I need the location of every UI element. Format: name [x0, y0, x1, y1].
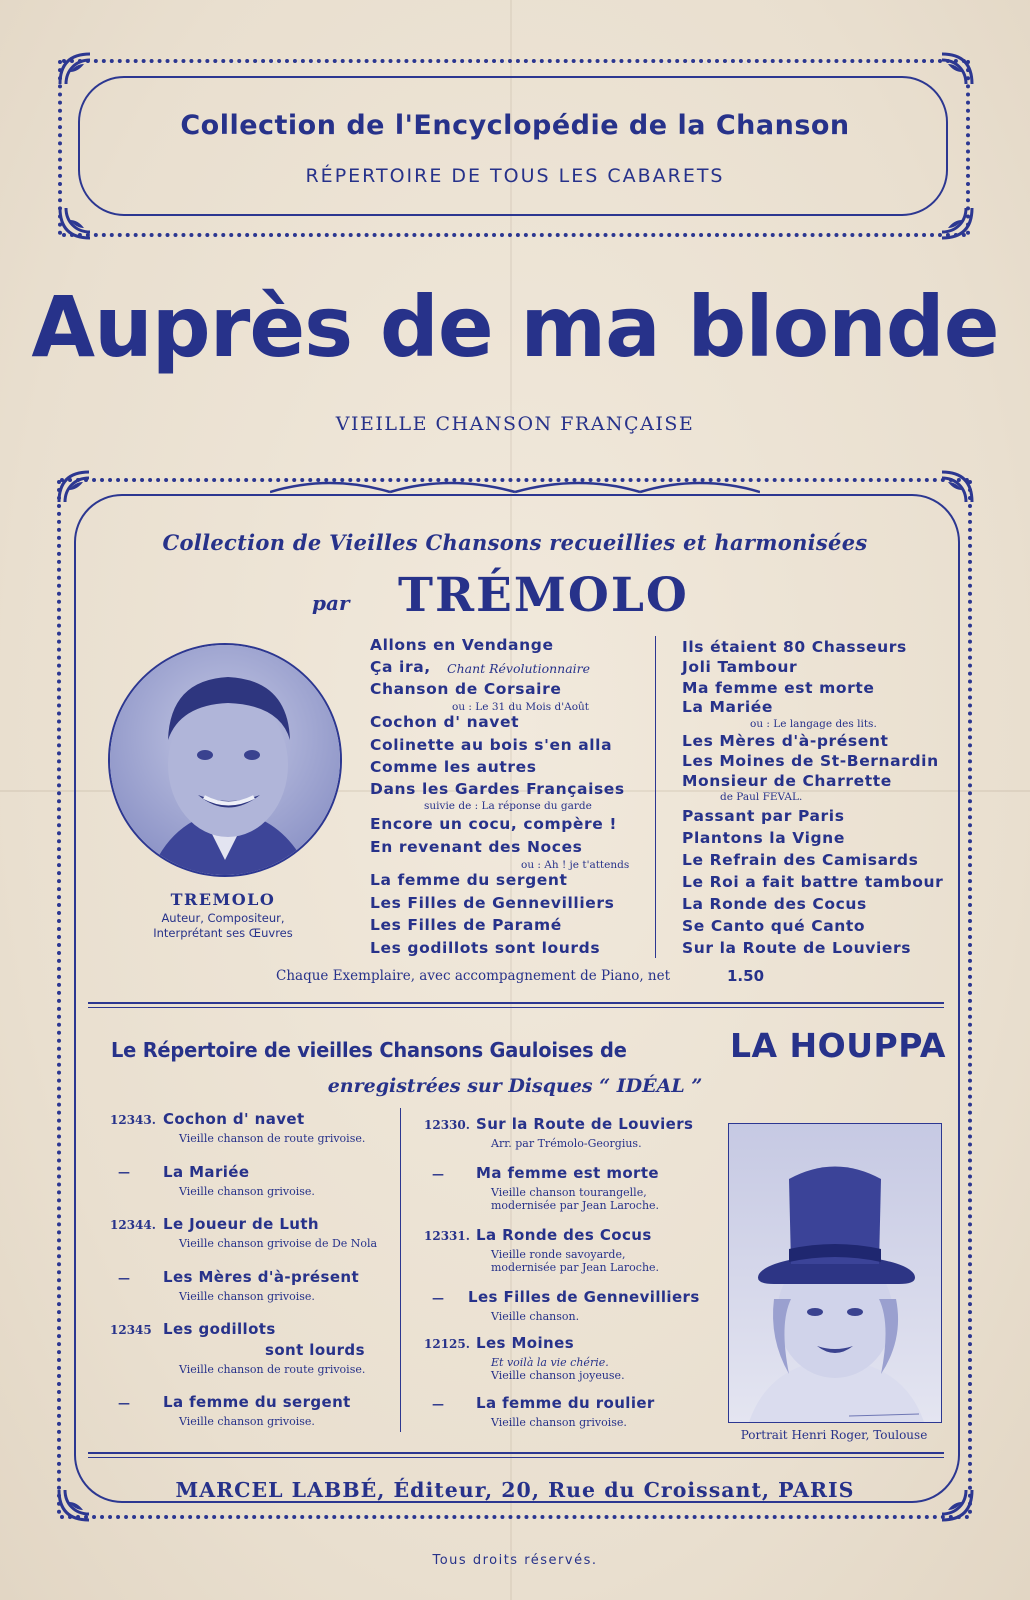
corner-ornament-icon	[58, 206, 92, 240]
list-item: Cochon d' navet	[370, 713, 520, 731]
record-number: —	[432, 1397, 444, 1411]
record-title: La femme du sergent	[163, 1393, 351, 1411]
price-text: Chaque Exemplaire, avec accompagnement de Piano, net	[276, 968, 671, 984]
record-title: La Mariée	[163, 1163, 250, 1181]
record-desc: Vieille chanson de route grivoise.	[179, 1363, 366, 1376]
tremolo-heading: Collection de Vieilles Chansons recueillies et harmonisées	[162, 530, 868, 555]
record-title: Les Mères d'à-présent	[163, 1268, 360, 1286]
list-item: Les Moines de St-Bernardin	[682, 752, 939, 770]
houppa-heading: Le Répertoire de vieilles Chansons Gauloises de	[111, 1038, 627, 1062]
list-item: Le Roi a fait battre tambour	[682, 873, 944, 891]
list-item: Colinette au bois s'en alla	[370, 736, 613, 754]
record-desc: Vieille chanson tourangelle,	[491, 1186, 647, 1199]
list-item: Allons en Vendange	[370, 636, 554, 654]
record-number: 12343.	[110, 1113, 156, 1127]
list-item: Les Filles de Paramé	[370, 916, 562, 934]
list-item: Dans les Gardes Françaises	[370, 780, 625, 798]
record-desc: Vieille chanson.	[491, 1310, 580, 1323]
record-desc: Vieille chanson de route grivoise.	[179, 1132, 366, 1145]
list-item: Les Filles de Gennevilliers	[370, 894, 615, 912]
list-item: Monsieur de Charrette	[682, 772, 892, 790]
list-item: Passant par Paris	[682, 807, 845, 825]
list-item: Ça ira,	[370, 658, 431, 676]
list-item: La femme du sergent	[370, 871, 568, 889]
publisher-line: MARCEL LABBÉ, Éditeur, 20, Rue du Croissant, PARIS	[175, 1478, 855, 1502]
page-title: Auprès de ma blonde	[31, 278, 999, 376]
list-item-note: ou : Ah ! je t'attends	[521, 859, 630, 871]
houppa-portrait-caption: Portrait Henri Roger, Toulouse	[740, 1428, 928, 1442]
record-title: La Ronde des Cocus	[476, 1226, 652, 1244]
list-item-note: de Paul FEVAL.	[720, 791, 803, 803]
record-title: Les godillots	[163, 1320, 276, 1338]
list-item-note: ou : Le 31 du Mois d'Août	[452, 701, 589, 713]
record-desc: Vieille chanson grivoise de De Nola	[179, 1237, 378, 1250]
record-desc: Vieille chanson joyeuse.	[491, 1369, 625, 1382]
record-desc: Vieille ronde savoyarde,	[491, 1248, 626, 1261]
list-item: La Ronde des Cocus	[682, 895, 867, 913]
record-desc: Vieille chanson grivoise.	[179, 1415, 315, 1428]
list-item: La Mariée	[682, 698, 773, 716]
record-title: Le Joueur de Luth	[163, 1215, 320, 1233]
record-number: —	[118, 1396, 130, 1410]
corner-ornament-icon	[940, 470, 974, 504]
collection-title: Collection de l'Encyclopédie de la Chanson	[180, 110, 850, 141]
list-item: Sur la Route de Louviers	[682, 939, 912, 957]
par-label: par	[312, 591, 350, 615]
list-item-note: suivie de : La réponse du garde	[424, 800, 592, 812]
record-number: —	[432, 1291, 444, 1305]
corner-ornament-icon	[940, 52, 974, 86]
record-number: 12125.	[424, 1337, 470, 1351]
list-item: Les Mères d'à-présent	[682, 732, 889, 750]
list-item: Joli Tambour	[682, 658, 798, 676]
record-desc: Vieille chanson grivoise.	[491, 1416, 627, 1429]
houppa-subheading: enregistrées sur Disques “ IDÉAL ”	[327, 1075, 703, 1097]
record-title-cont: sont lourds	[265, 1341, 365, 1359]
record-title: Ma femme est morte	[476, 1164, 659, 1182]
record-number: —	[118, 1271, 130, 1285]
list-item-note: Chant Révolutionnaire	[447, 661, 591, 676]
record-number: 12344.	[110, 1218, 156, 1232]
record-desc: modernisée par Jean Laroche.	[491, 1199, 660, 1212]
portrait-caption-name: TREMOLO	[170, 890, 276, 909]
record-desc: modernisée par Jean Laroche.	[491, 1261, 660, 1274]
list-item: Chanson de Corsaire	[370, 680, 562, 698]
record-title: La femme du roulier	[476, 1394, 655, 1412]
portrait-caption-line2: Interprétant ses Œuvres	[153, 926, 293, 940]
list-item: Comme les autres	[370, 758, 537, 776]
corner-ornament-icon	[58, 52, 92, 86]
record-number: 12331.	[424, 1229, 470, 1243]
tremolo-portrait	[108, 643, 342, 877]
list-item: Encore un cocu, compère !	[370, 815, 618, 833]
author-name: TRÉMOLO	[398, 568, 689, 623]
rights-line: Tous droits réservés.	[432, 1553, 598, 1568]
page-subtitle: VIEILLE CHANSON FRANÇAISE	[335, 413, 695, 435]
record-desc: Et voilà la vie chérie.	[491, 1356, 609, 1369]
list-item: Ils étaient 80 Chasseurs	[682, 638, 907, 656]
list-item: Ma femme est morte	[682, 679, 875, 697]
list-item: Se Canto qué Canto	[682, 917, 866, 935]
record-title: Les Moines	[476, 1334, 575, 1352]
record-title: Cochon d' navet	[163, 1110, 305, 1128]
record-title: Les Filles de Gennevilliers	[468, 1288, 700, 1306]
arch-ornament-icon	[270, 470, 760, 496]
record-desc: Vieille chanson grivoise.	[179, 1185, 315, 1198]
price-value: 1.50	[727, 967, 765, 985]
record-number: 12330.	[424, 1118, 470, 1132]
list-item: Les godillots sont lourds	[370, 939, 601, 957]
record-number: 12345	[110, 1323, 152, 1337]
houppa-name: LA HOUPPA	[730, 1026, 946, 1065]
record-desc: Arr. par Trémolo-Georgius.	[491, 1137, 642, 1150]
column-divider	[655, 636, 656, 958]
corner-ornament-icon	[57, 470, 91, 504]
repertoire-subtitle: RÉPERTOIRE DE TOUS LES CABARETS	[305, 165, 725, 187]
record-number: —	[118, 1165, 130, 1179]
list-item: En revenant des Noces	[370, 838, 583, 856]
houppa-portrait	[728, 1123, 942, 1423]
list-item: Le Refrain des Camisards	[682, 851, 919, 869]
record-desc: Vieille chanson grivoise.	[179, 1290, 315, 1303]
portrait-caption-line1: Auteur, Compositeur,	[161, 911, 285, 925]
corner-ornament-icon	[940, 206, 974, 240]
record-number: —	[432, 1167, 444, 1181]
column-divider	[400, 1108, 401, 1432]
record-title: Sur la Route de Louviers	[476, 1115, 694, 1133]
list-item-note: ou : Le langage des lits.	[750, 718, 877, 730]
list-item: Plantons la Vigne	[682, 829, 845, 847]
